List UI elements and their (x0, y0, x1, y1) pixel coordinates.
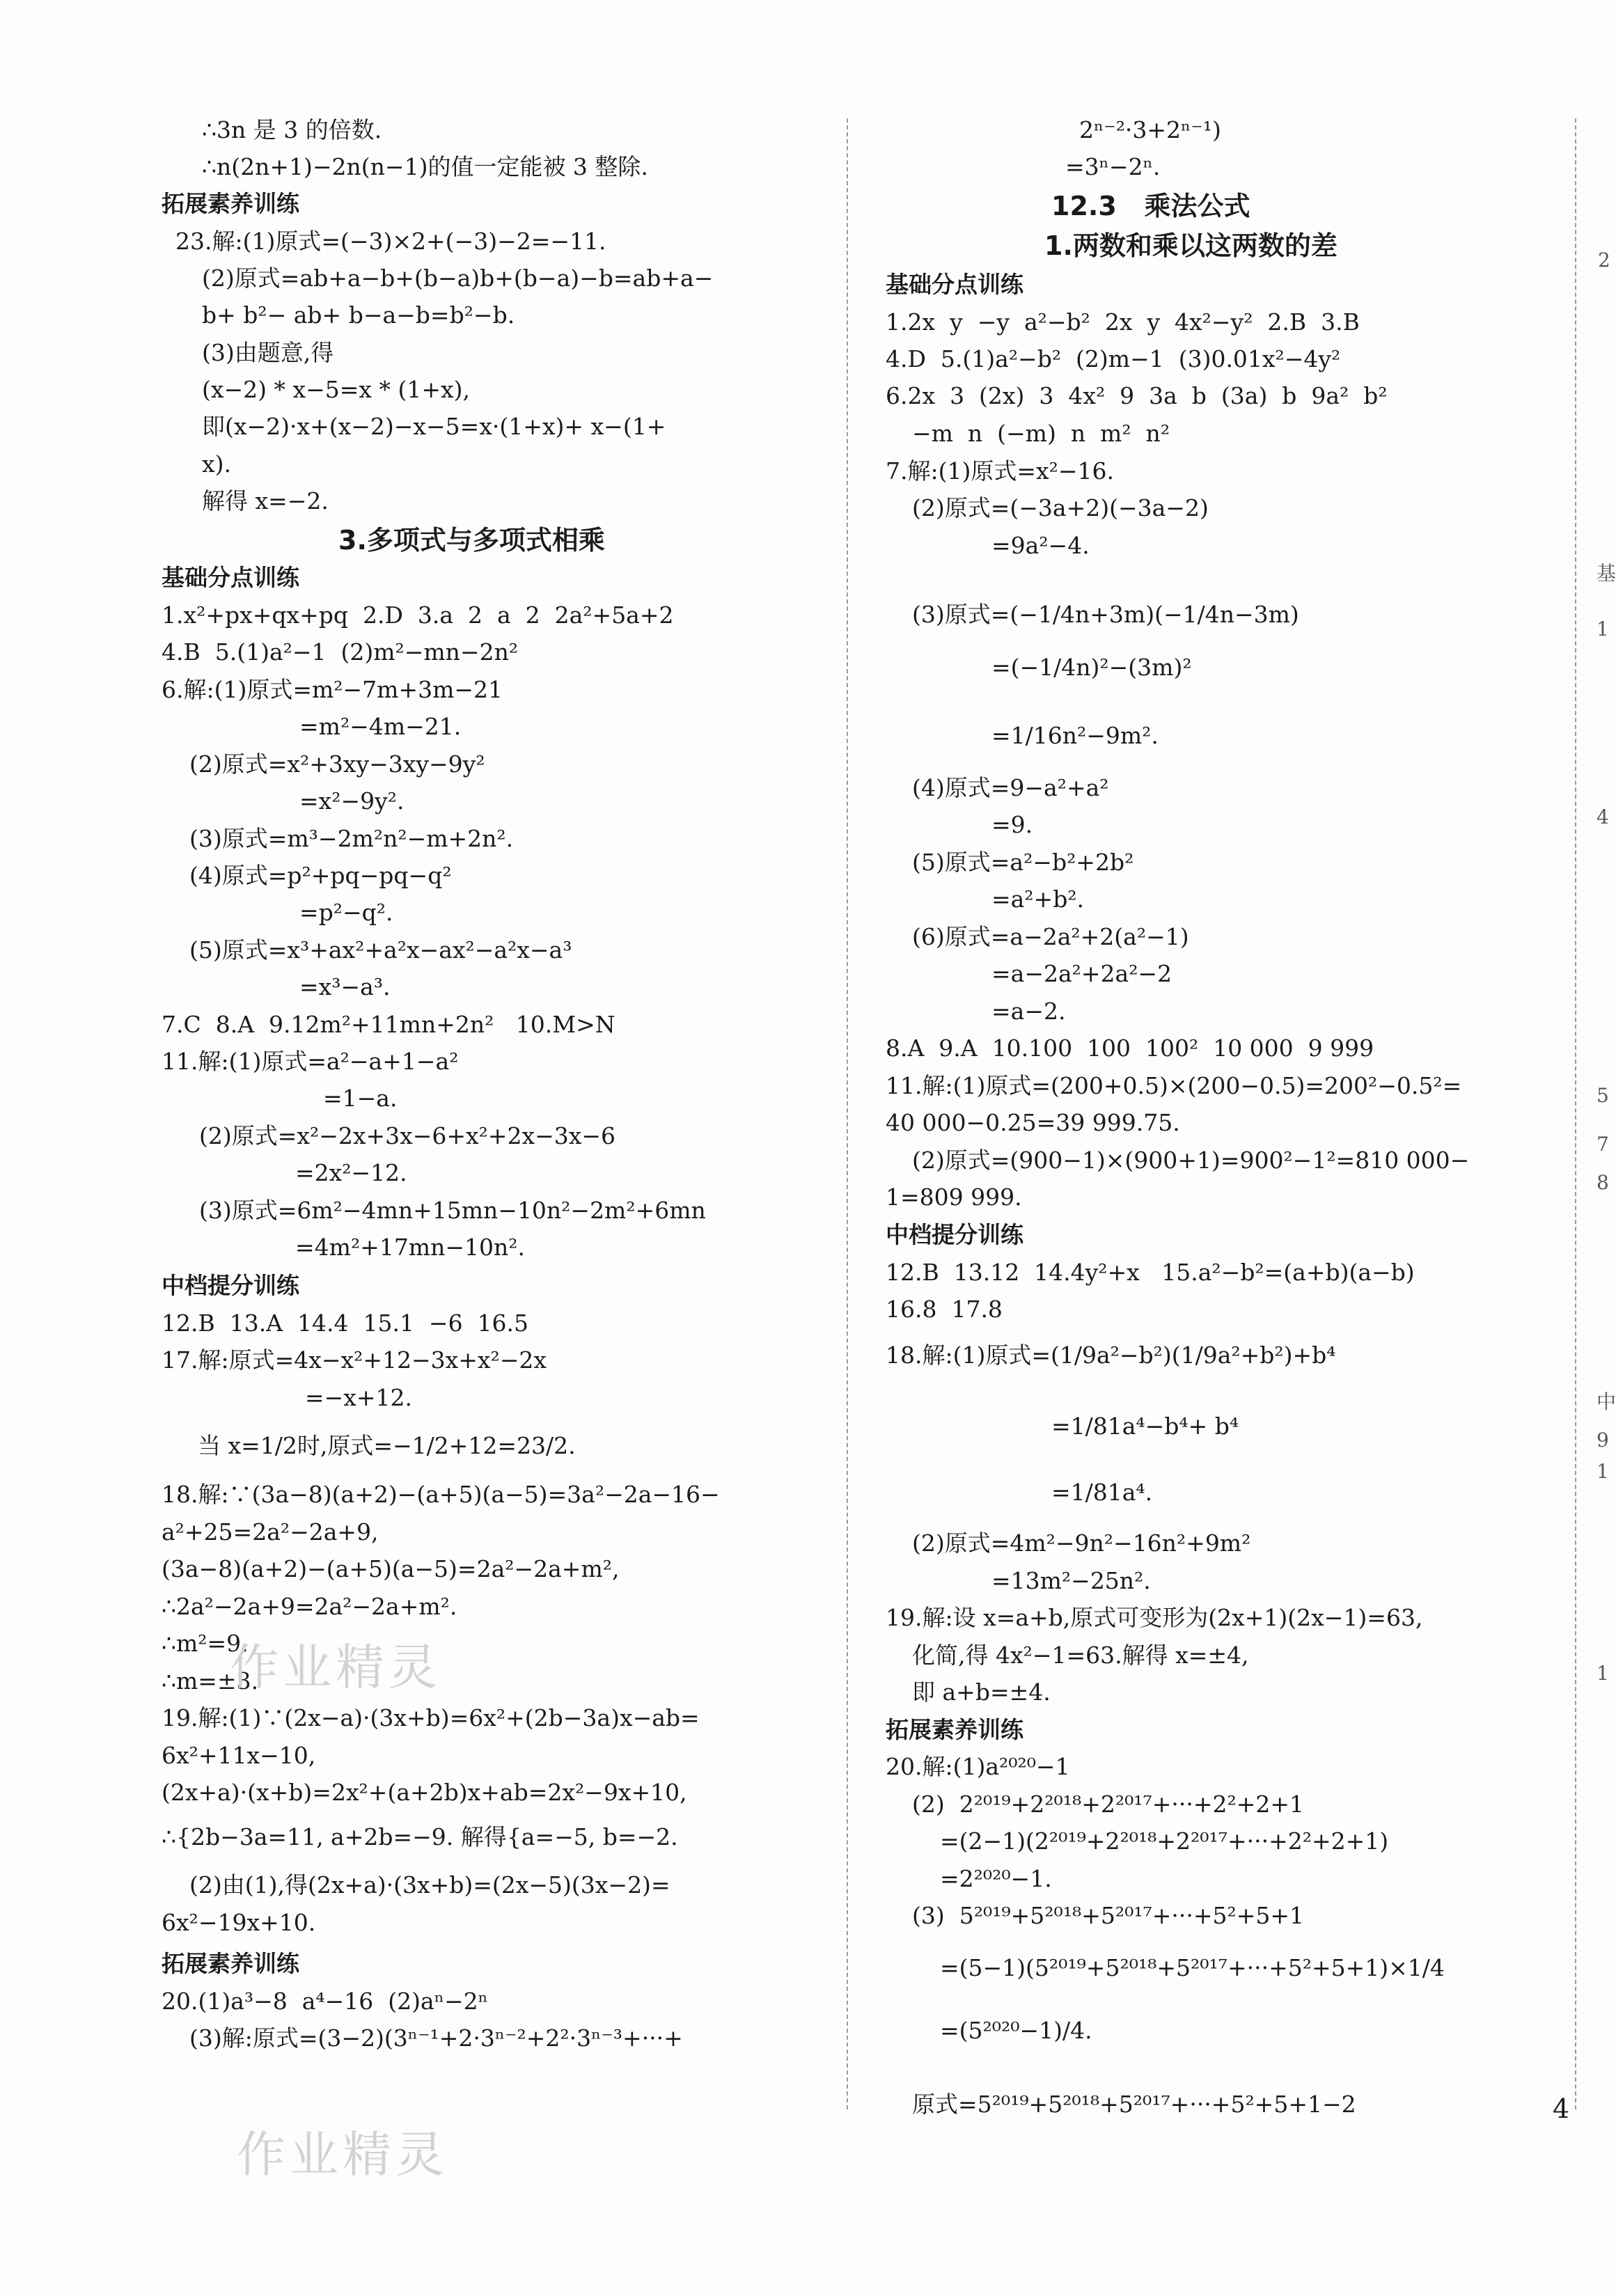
right-text-line: (2)原式=(−3a+2)(−3a−2) (912, 494, 1209, 521)
left-text-line: ∴n(2n+1)−2n(n−1)的值一定能被 3 整除. (202, 153, 648, 180)
right-text-line: =a−2. (991, 998, 1066, 1025)
left-section-heading: 拓展素养训练 (162, 1950, 299, 1977)
right-text-line: =1/81a⁴−b⁴+ b⁴ (1051, 1413, 1239, 1440)
right-text-line: (2)原式=(900−1)×(900+1)=900²−1²=810 000− (912, 1147, 1470, 1174)
right-text-line: 即 a+b=±4. (912, 1678, 1051, 1706)
right-text-line: =2²⁰²⁰−1. (940, 1865, 1052, 1892)
edge-fragment: 1 (1597, 1460, 1609, 1483)
right-text-line: 1.2x y −y a²−b² 2x y 4x²−y² 2.B 3.B (886, 308, 1360, 336)
right-text-line: =9a²−4. (991, 532, 1090, 559)
left-section-heading: 中档提分训练 (162, 1272, 299, 1299)
right-text-line: (3) 5²⁰¹⁹+5²⁰¹⁸+5²⁰¹⁷+···+5²+5+1 (912, 1902, 1305, 1929)
right-text-line: =(5²⁰²⁰−1)/4. (940, 2017, 1092, 2044)
right-text-line: 8.A 9.A 10.100 100 100² 10 000 9 999 (886, 1035, 1374, 1062)
right-section-heading: 基础分点训练 (886, 271, 1023, 298)
right-text-line: 6.2x 3 (2x) 3 4x² 9 3a b (3a) b 9a² b² (886, 382, 1388, 409)
left-text-line: (2)原式=x²−2x+3x−6+x²+2x−3x−6 (199, 1122, 616, 1149)
left-text-line: 11.解:(1)原式=a²−a+1−a² (162, 1048, 459, 1075)
left-text-line: (3)原式=m³−2m²n²−m+2n². (189, 825, 514, 852)
left-text-line: a²+25=2a²−2a+9, (162, 1518, 379, 1546)
edge-fragment: 1 (1597, 1662, 1609, 1685)
right-text-line: 7.解:(1)原式=x²−16. (886, 457, 1114, 485)
left-text-line: ∴3n 是 3 的倍数. (202, 116, 382, 143)
left-text-line: 1.x²+px+qx+pq 2.D 3.a 2 a 2 2a²+5a+2 (162, 601, 674, 629)
right-text-line: (5)原式=a²−b²+2b² (912, 849, 1134, 876)
watermark-1: 作业精灵 (230, 1639, 441, 1696)
right-text-line: 40 000−0.25=39 999.75. (886, 1109, 1180, 1136)
left-text-line: x). (202, 450, 231, 478)
left-text-line: ∴m=±3. (162, 1667, 259, 1695)
watermark-2: 作业精灵 (237, 2126, 448, 2183)
right-text-line: (3)原式=(−1/4n+3m)(−1/4n−3m) (912, 601, 1299, 628)
left-text-line: (2x+a)·(x+b)=2x²+(a+2b)x+ab=2x²−9x+10, (162, 1779, 687, 1806)
right-text-line: 16.8 17.8 (886, 1296, 1003, 1323)
right-section-title: 1.两数和乘以这两数的差 (1044, 230, 1337, 261)
left-section-heading: 拓展素养训练 (162, 190, 299, 217)
edge-fragment: 2 (1598, 249, 1610, 272)
left-text-line: =x²−9y². (299, 787, 405, 815)
left-text-line: 6.解:(1)原式=m²−7m+3m−21 (162, 676, 503, 703)
right-text-line: =(5−1)(5²⁰¹⁹+5²⁰¹⁸+5²⁰¹⁷+···+5²+5+1)×1/4 (940, 1954, 1445, 1981)
right-text-line: =(−1/4n)²−(3m)² (991, 654, 1192, 681)
left-text-line: (3a−8)(a+2)−(a+5)(a−5)=2a²−2a+m², (162, 1555, 620, 1582)
left-text-line: 7.C 8.A 9.12m²+11mn+2n² 10.M>N (162, 1011, 615, 1038)
left-text-line: =m²−4m−21. (299, 713, 462, 740)
edge-fragment: 1 (1597, 618, 1609, 640)
left-text-line: ∴m²=9. (162, 1630, 249, 1657)
left-text-line: =p²−q². (299, 899, 393, 926)
right-text-line: 11.解:(1)原式=(200+0.5)×(200−0.5)=200²−0.5²= (886, 1072, 1462, 1099)
left-text-line: (2)由(1),得(2x+a)·(3x+b)=(2x−5)(3x−2)= (189, 1871, 670, 1898)
left-text-line: =−x+12. (305, 1384, 413, 1411)
right-text-line: 12.B 13.12 14.4y²+x 15.a²−b²=(a+b)(a−b) (886, 1259, 1415, 1286)
left-text-line: ∴{2b−3a=11, a+2b=−9. 解得{a=−5, b=−2. (162, 1823, 678, 1850)
right-text-line: 20.解:(1)a²⁰²⁰−1 (886, 1753, 1070, 1780)
left-text-line: (x−2) * x−5=x * (1+x), (202, 376, 470, 403)
right-section-title: 12.3 乘法公式 (1051, 191, 1250, 221)
left-text-line: (4)原式=p²+pq−pq−q² (189, 862, 452, 889)
right-text-line: 化简,得 4x²−1=63.解得 x=±4, (912, 1642, 1249, 1669)
left-text-line: 20.(1)a³−8 a⁴−16 (2)aⁿ−2ⁿ (162, 1988, 488, 2015)
left-text-line: 6x²−19x+10. (162, 1909, 316, 1936)
right-text-line: =3ⁿ−2ⁿ. (1065, 153, 1161, 180)
right-text-line: −m n (−m) n m² n² (912, 420, 1170, 447)
edge-fragment: 中 (1597, 1390, 1616, 1413)
left-text-line: 解得 x=−2. (202, 487, 329, 514)
right-section-heading: 中档提分训练 (886, 1221, 1023, 1248)
page-number: 4 (1553, 2093, 1570, 2124)
left-text-line: (2)原式=x²+3xy−3xy−9y² (189, 750, 485, 778)
edge-fragment: 7 (1597, 1133, 1609, 1156)
left-text-line: (3)解:原式=(3−2)(3ⁿ⁻¹+2·3ⁿ⁻²+2²·3ⁿ⁻³+···+ (189, 2024, 683, 2052)
right-text-line: 1=809 999. (886, 1184, 1022, 1211)
edge-fragment: 9 (1597, 1429, 1609, 1452)
left-text-line: b+ b²− ab+ b−a−b=b²−b. (202, 301, 515, 329)
right-section-heading: 拓展素养训练 (886, 1716, 1023, 1743)
right-text-line: 19.解:设 x=a+b,原式可变形为(2x+1)(2x−1)=63, (886, 1604, 1423, 1631)
left-text-line: (5)原式=x³+ax²+a²x−ax²−a²x−a³ (189, 936, 572, 964)
right-text-line: 2ⁿ⁻²·3+2ⁿ⁻¹) (1079, 116, 1221, 143)
left-text-line: 当 x=1/2时,原式=−1/2+12=23/2. (198, 1432, 576, 1459)
left-text-line: 19.解:(1)∵(2x−a)·(3x+b)=6x²+(2b−3a)x−ab= (162, 1704, 700, 1731)
right-text-line: 18.解:(1)原式=(1/9a²−b²)(1/9a²+b²)+b⁴ (886, 1342, 1336, 1369)
right-text-line: 原式=5²⁰¹⁹+5²⁰¹⁸+5²⁰¹⁷+···+5²+5+1−2 (912, 2091, 1356, 2118)
right-text-line: (2)原式=4m²−9n²−16n²+9m² (912, 1530, 1251, 1557)
left-text-line: (2)原式=ab+a−b+(b−a)b+(b−a)−b=ab+a− (202, 265, 714, 292)
left-text-line: 12.B 13.A 14.4 15.1 −6 16.5 (162, 1310, 529, 1337)
left-text-line: 即(x−2)·x+(x−2)−x−5=x·(1+x)+ x−(1+ (202, 413, 666, 440)
right-text-line: =1/81a⁴. (1051, 1479, 1153, 1506)
right-text-line: (4)原式=9−a²+a² (912, 774, 1109, 801)
right-edge-divider (1575, 118, 1576, 2109)
right-text-line: (6)原式=a−2a²+2(a²−1) (912, 923, 1189, 950)
right-text-line: =(2−1)(2²⁰¹⁹+2²⁰¹⁸+2²⁰¹⁷+···+2²+2+1) (940, 1827, 1389, 1855)
right-text-line: (2) 2²⁰¹⁹+2²⁰¹⁸+2²⁰¹⁷+···+2²+2+1 (912, 1791, 1305, 1818)
left-text-line: (3)原式=6m²−4mn+15mn−10n²−2m²+6mn (199, 1197, 706, 1224)
left-text-line: 4.B 5.(1)a²−1 (2)m²−mn−2n² (162, 638, 519, 666)
left-text-line: 6x²+11x−10, (162, 1742, 316, 1769)
left-text-line: 17.解:原式=4x−x²+12−3x+x²−2x (162, 1346, 547, 1374)
left-section-title: 3.多项式与多项式相乘 (338, 525, 605, 556)
column-divider (847, 118, 848, 2109)
left-text-line: (3)由题意,得 (202, 339, 334, 366)
left-text-line: 18.解:∵(3a−8)(a+2)−(a+5)(a−5)=3a²−2a−16− (162, 1481, 720, 1508)
left-text-line: ∴2a²−2a+9=2a²−2a+m². (162, 1593, 457, 1620)
right-text-line: =1/16n²−9m². (991, 722, 1159, 749)
left-text-line: =x³−a³. (299, 973, 391, 1000)
right-text-line: 4.D 5.(1)a²−b² (2)m−1 (3)0.01x²−4y² (886, 345, 1341, 372)
left-text-line: =1−a. (323, 1085, 398, 1112)
left-section-heading: 基础分点训练 (162, 564, 299, 591)
left-text-line: =2x²−12. (295, 1159, 407, 1186)
left-text-line: =4m²+17mn−10n². (295, 1234, 525, 1261)
right-text-line: =9. (991, 811, 1033, 838)
right-text-line: =a−2a²+2a²−2 (991, 960, 1172, 987)
left-text-line: 23.解:(1)原式=(−3)×2+(−3)−2=−11. (175, 228, 606, 255)
right-text-line: =a²+b². (991, 886, 1085, 913)
right-text-line: =13m²−25n². (991, 1567, 1151, 1594)
edge-fragment: 5 (1597, 1084, 1609, 1107)
edge-fragment: 基 (1597, 562, 1616, 585)
edge-fragment: 4 (1597, 805, 1609, 828)
edge-fragment: 8 (1597, 1171, 1609, 1194)
